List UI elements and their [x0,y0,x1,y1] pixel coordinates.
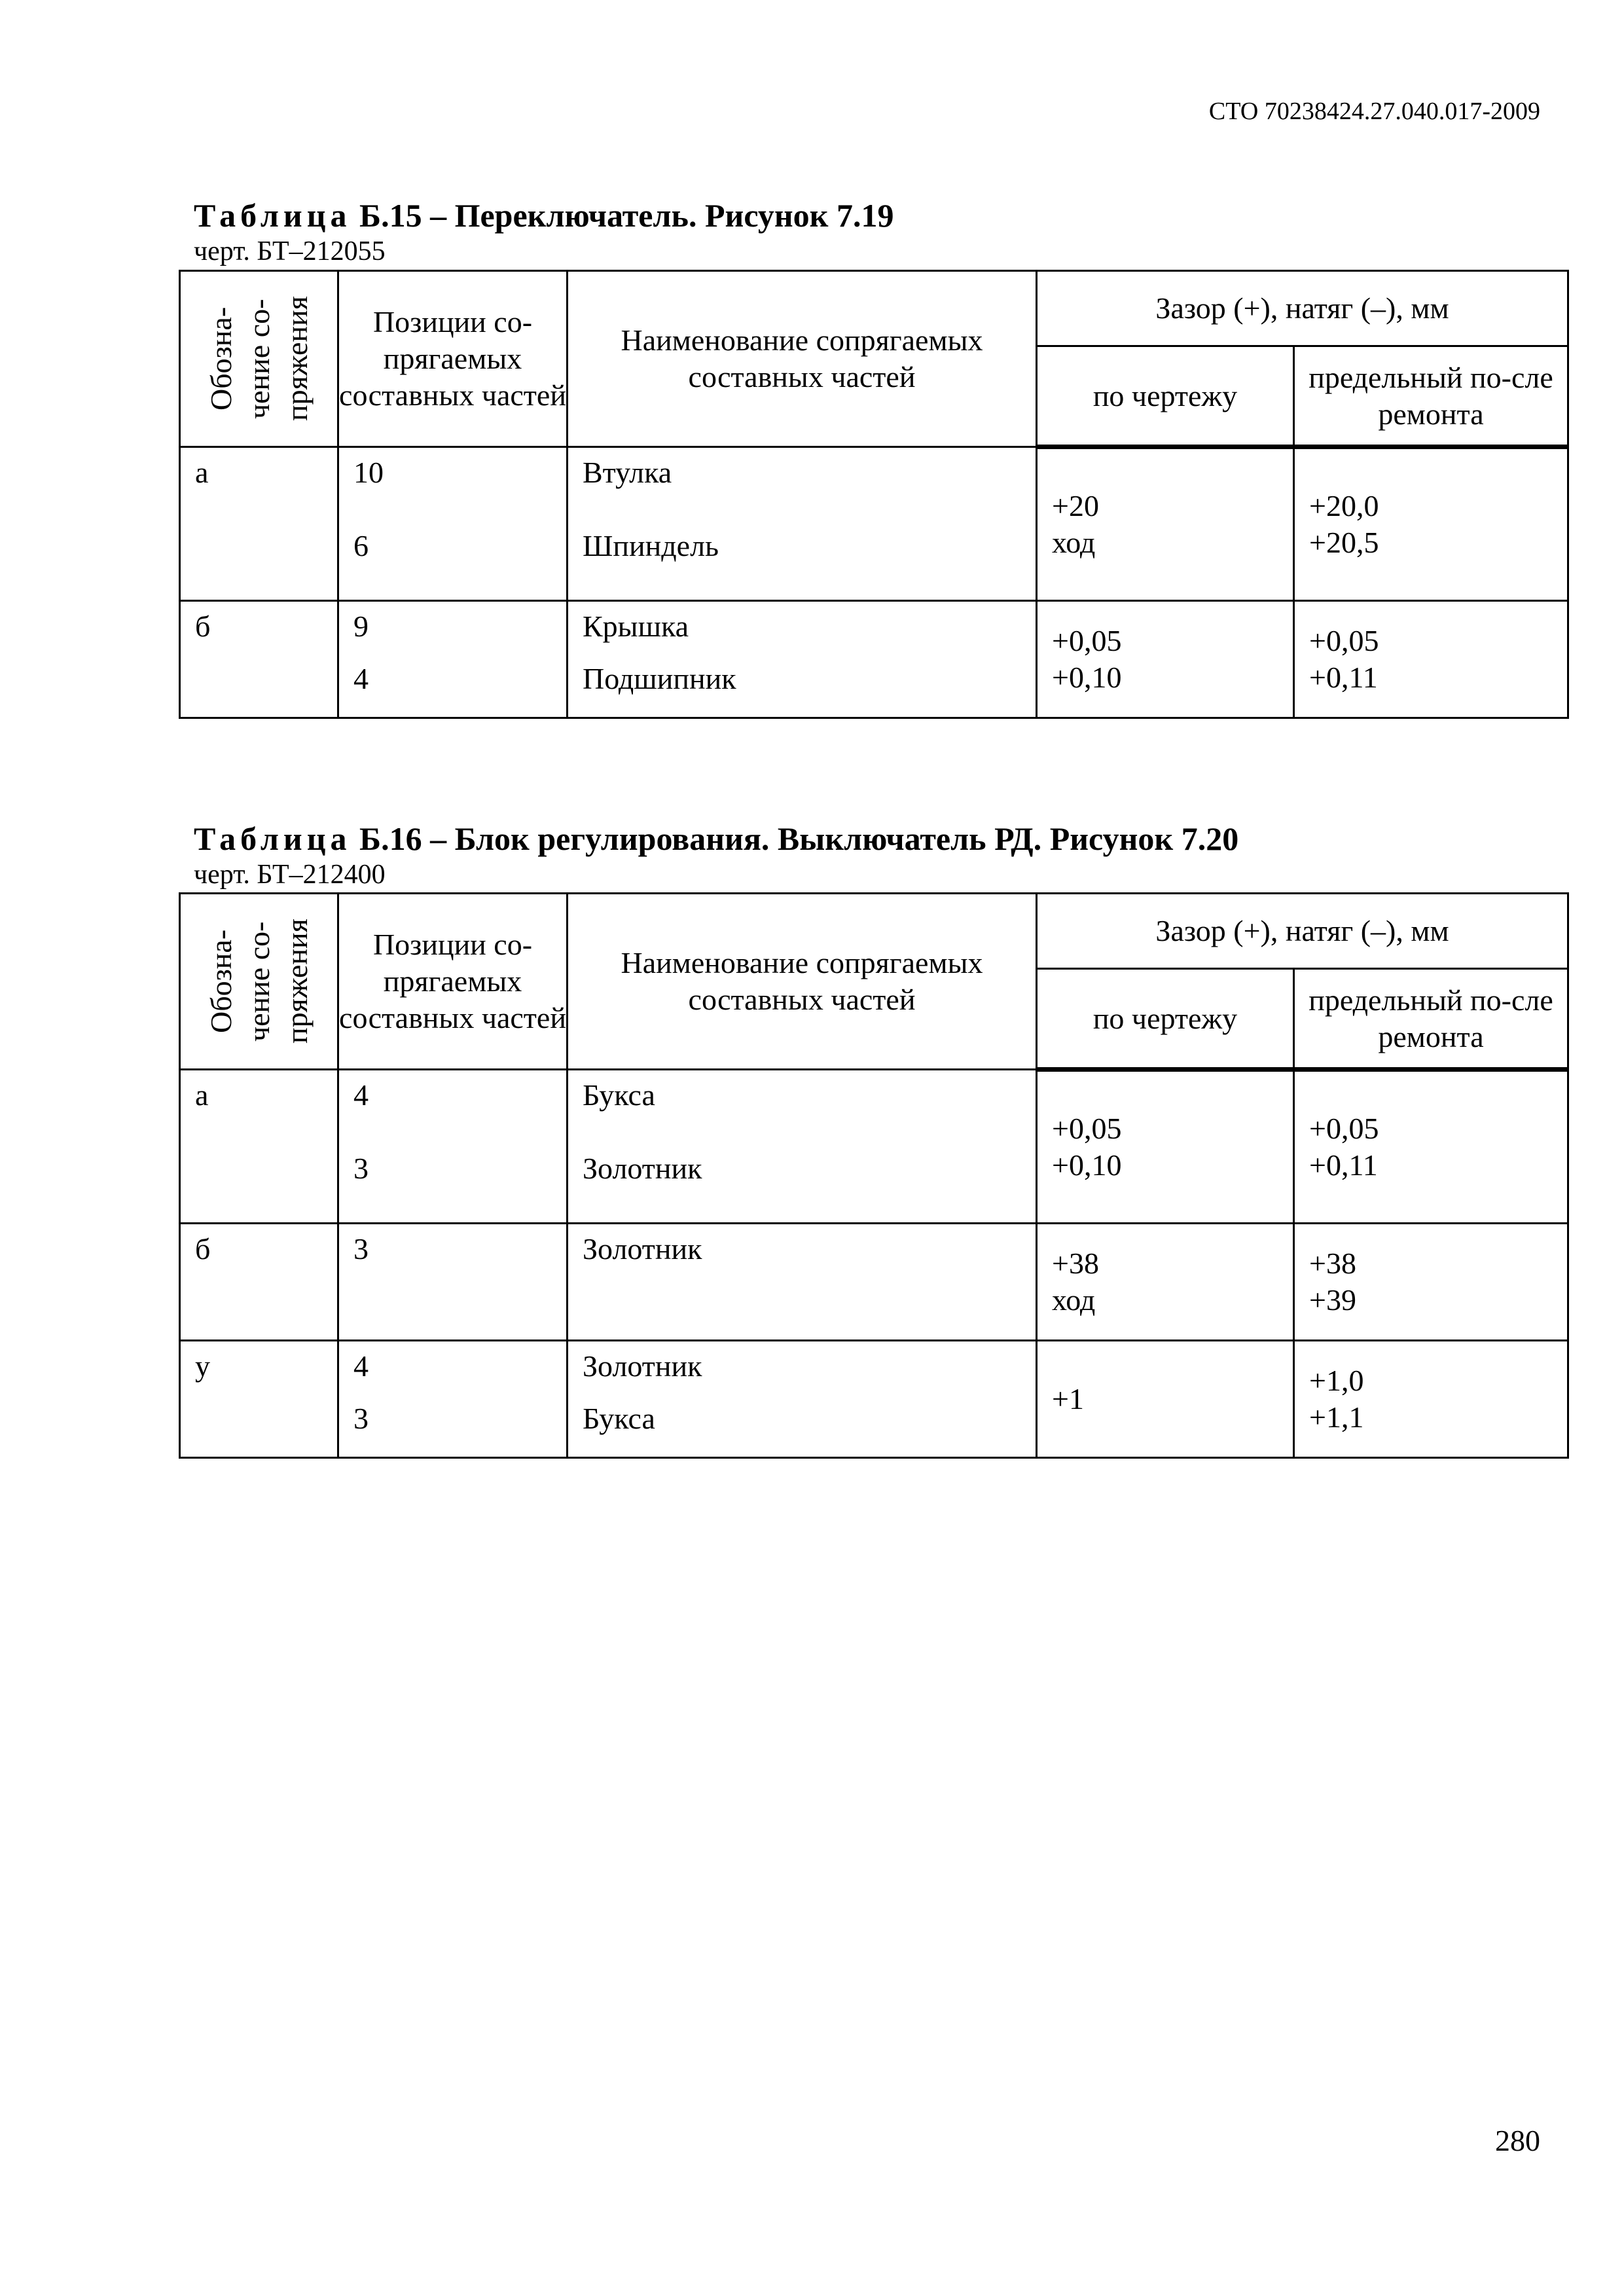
drawing-value-2: ход [1052,526,1096,559]
table-row [180,601,1568,718]
header-by-drawing: по чертежу [1037,969,1294,1070]
header-gap-group: Зазор (+), натяг (–), мм [1037,894,1568,969]
part-name-2: Золотник [583,1152,702,1185]
part-name-1: Крышка [583,610,689,643]
drawing-value-2: ход [1052,1283,1096,1317]
position-2: 4 [353,662,369,695]
document-code: СТО 70238424.27.040.017-2009 [1208,98,1540,125]
drawing-value-2: +0,10 [1052,1148,1122,1182]
position-1: 3 [353,1232,369,1266]
mating-table [179,892,1569,1459]
header-positions: Позиции со-прягаемых составных частей [338,271,568,447]
table-row [180,1341,1568,1458]
position-2: 6 [353,529,369,562]
header-designation: Обозна-чение со-пряжения [180,271,338,447]
designation-cell: у [195,1349,210,1383]
limit-value-1: +0,05 [1309,624,1379,657]
limit-value-2: +1,1 [1309,1400,1364,1434]
part-name-2: Подшипник [583,662,736,695]
header-by-drawing: по чертежу [1037,346,1294,447]
limit-value-1: +38 [1309,1247,1356,1280]
table-caption-label: Таблица [194,197,352,234]
table-caption-label: Таблица [194,820,352,857]
drawing-value-2: +0,10 [1052,661,1122,694]
table-row [180,447,1568,601]
position-1: 9 [353,610,369,643]
table-row [180,1070,1568,1224]
drawing-value-1: +38 [1052,1247,1099,1280]
part-name-2: Букса [583,1402,655,1435]
drawing-reference: черт. БТ–212400 [194,860,386,890]
table-caption-title: Б.16 – Блок регулирования. Выключатель РД. Рисунок 7.20 [351,820,1239,857]
limit-value-2: +0,11 [1309,1148,1378,1182]
position-2: 3 [353,1152,369,1185]
part-name-1: Золотник [583,1232,702,1266]
table-caption [194,820,1238,858]
designation-cell: б [195,1232,211,1266]
header-name: Наименование сопрягаемых составных частей [568,894,1037,1070]
designation-cell: а [195,1078,209,1112]
table-caption-title: Б.15 – Переключатель. Рисунок 7.19 [351,197,894,234]
designation-cell: а [195,456,209,489]
part-name-1: Букса [583,1078,655,1112]
header-limit: предельный по-сле ремонта [1294,969,1568,1070]
table-caption [194,196,894,234]
position-1: 4 [353,1349,369,1383]
limit-value-1: +20,0 [1309,489,1379,522]
limit-value-2: +39 [1309,1283,1356,1317]
header-gap-group: Зазор (+), натяг (–), мм [1037,271,1568,346]
drawing-value-1: +0,05 [1052,624,1122,657]
header-positions: Позиции со-прягаемых составных частей [338,894,568,1070]
position-1: 4 [353,1078,369,1112]
drawing-value-1: +20 [1052,489,1099,522]
page-number: 280 [1495,2124,1540,2157]
designation-cell: б [195,610,211,643]
limit-value-1: +0,05 [1309,1112,1379,1145]
limit-value-2: +20,5 [1309,526,1379,559]
limit-value-2: +0,11 [1309,661,1378,694]
header-limit: предельный по-сле ремонта [1294,346,1568,447]
part-name-1: Втулка [583,456,672,489]
position-1: 10 [353,456,384,489]
part-name-2: Шпиндель [583,529,719,562]
drawing-reference: черт. БТ–212055 [194,236,386,266]
drawing-value-1: +1 [1052,1382,1084,1415]
mating-table [179,270,1569,719]
part-name-1: Золотник [583,1349,702,1383]
position-2: 3 [353,1402,369,1435]
table-row [180,1224,1568,1341]
limit-value-1: +1,0 [1309,1364,1364,1397]
header-designation: Обозна-чение со-пряжения [180,894,338,1070]
header-name: Наименование сопрягаемых составных частей [568,271,1037,447]
drawing-value-1: +0,05 [1052,1112,1122,1145]
